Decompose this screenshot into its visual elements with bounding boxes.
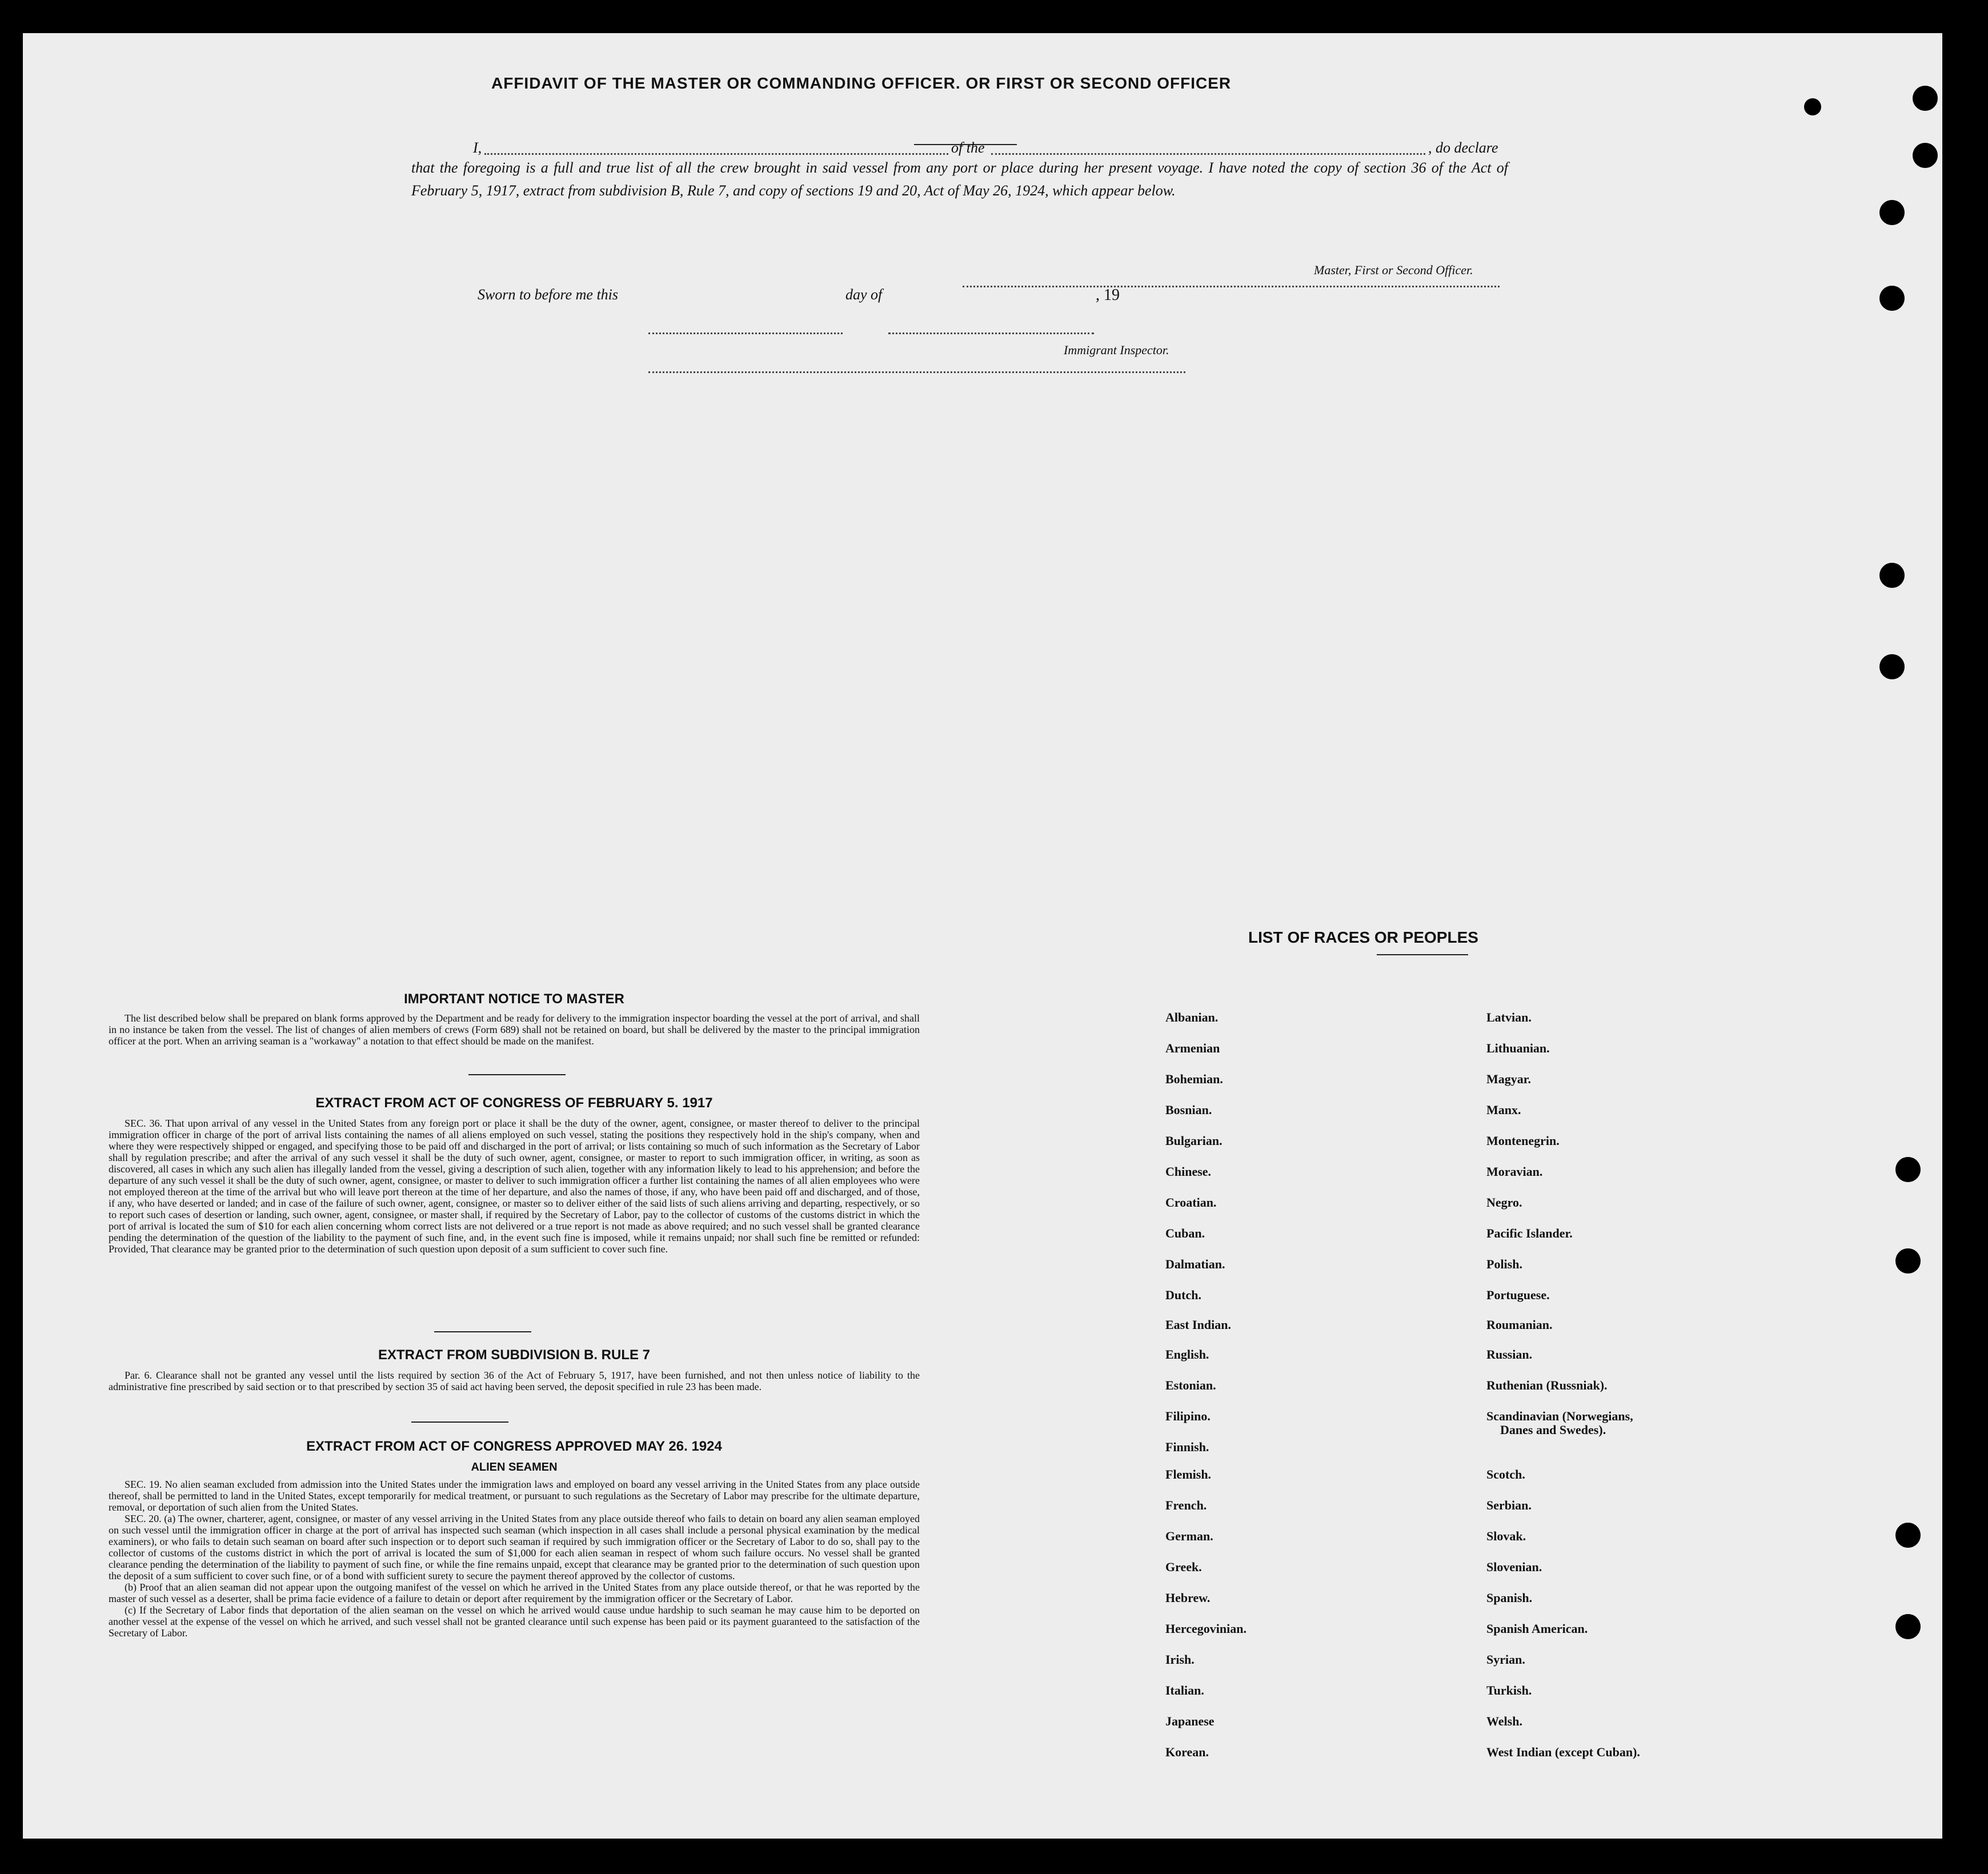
race-left: Greek. xyxy=(1165,1560,1202,1574)
vessel-name-line[interactable] xyxy=(991,153,1425,155)
inspector-label: Immigrant Inspector. xyxy=(1064,343,1169,357)
affidavit-title: AFFIDAVIT OF THE MASTER OR COMMANDING OFFICER. OR FIRST OR SECOND OFFICER xyxy=(491,74,1232,92)
race-right: Scotch. xyxy=(1486,1467,1525,1481)
binder-hole-7 xyxy=(1895,1157,1921,1182)
extract-1924-text xyxy=(109,1479,920,1639)
binder-hole-10 xyxy=(1895,1614,1921,1639)
extract-rule7-paragraph: Par. 6. Clearance shall not be granted any vessel until the lists required by section 36 of the Act of February 5, 1917, have been furnished, and not then unless notice of liability to the administrative fine prescribed by said section or to that prescribed by section 35 of said act having been served, the deposit specified in rule 23 has been made. xyxy=(109,1370,920,1392)
affiant-prefix: I, xyxy=(473,139,482,156)
race-right: Manx. xyxy=(1486,1103,1521,1117)
race-right: Serbian. xyxy=(1486,1498,1532,1512)
race-right: Welsh. xyxy=(1486,1714,1522,1728)
race-left: Hebrew. xyxy=(1165,1591,1211,1605)
race-left: Hercegovinian. xyxy=(1165,1621,1246,1636)
affidavit-body: that the foregoing is a full and true list of all the crew brought in said vessel from any port or place during her present voyage. I have noted the copy of section 36 of the Act of February 5, 1917, extract from subdivision B, Rule 7, and copy of sections 19 and 20, Act of May 26, 1924, which appear below. xyxy=(411,159,1508,199)
race-right: Ruthenian (Russniak). xyxy=(1486,1378,1608,1392)
extract-1917-divider xyxy=(434,1331,531,1332)
race-left: Korean. xyxy=(1165,1745,1209,1759)
sworn-date-line[interactable] xyxy=(648,333,843,334)
extract-rule7-text xyxy=(109,1370,920,1392)
binder-hole-6 xyxy=(1879,654,1905,679)
race-left: Bosnian. xyxy=(1165,1103,1212,1117)
notice-paragraph: The list described below shall be prepared on blank forms approved by the Department and be ready for delivery to the immigration inspector boarding the vessel at the port of arrival, and shall in no instance be taken from the vessel. The list of changes of alien members of crews (Form 689) shall not be retained on board, but shall be delivered by the master to the principal immigration officer at the port. When an arriving seaman is a "workaway" a notation to that effect should be made on the manifest. xyxy=(109,1012,920,1047)
binder-hole-5 xyxy=(1879,563,1905,588)
race-left: French. xyxy=(1165,1498,1207,1512)
race-right: Latvian. xyxy=(1486,1010,1532,1024)
extract-1924-subtitle: ALIEN SEAMEN xyxy=(471,1461,558,1473)
signature-label: Master, First or Second Officer. xyxy=(1314,263,1473,277)
race-right: Syrian. xyxy=(1486,1652,1525,1667)
race-right: Roumanian. xyxy=(1486,1318,1553,1332)
race-left: Armenian xyxy=(1165,1041,1220,1055)
race-left: Irish. xyxy=(1165,1652,1195,1667)
races-underline xyxy=(1377,954,1468,955)
race-left: German. xyxy=(1165,1529,1213,1543)
race-right: Pacific Islander. xyxy=(1486,1226,1573,1240)
race-right: Russian. xyxy=(1486,1347,1533,1362)
affiant-name-line[interactable] xyxy=(484,153,948,155)
extract-rule7-title: EXTRACT FROM SUBDIVISION B. RULE 7 xyxy=(378,1347,651,1363)
race-left: Dutch. xyxy=(1165,1288,1201,1302)
races-title: LIST OF RACES OR PEOPLES xyxy=(1248,928,1478,946)
binder-hole-2 xyxy=(1913,143,1938,168)
race-right: West Indian (except Cuban). xyxy=(1486,1745,1640,1759)
sworn-text: Sworn to before me this xyxy=(478,286,619,303)
extract-1924-title: EXTRACT FROM ACT OF CONGRESS APPROVED MAY 26. 1924 xyxy=(306,1439,722,1454)
race-left: Finnish. xyxy=(1165,1440,1209,1454)
race-right: Lithuanian. xyxy=(1486,1041,1550,1055)
race-right: Magyar. xyxy=(1486,1072,1532,1086)
notice-title: IMPORTANT NOTICE TO MASTER xyxy=(404,991,624,1007)
race-left: Croatian. xyxy=(1165,1195,1217,1210)
binder-hole-3 xyxy=(1879,200,1905,225)
race-right: Danes and Swedes). xyxy=(1500,1423,1606,1437)
race-left: Filipino. xyxy=(1165,1409,1211,1423)
race-right: Scandinavian (Norwegians, xyxy=(1486,1409,1633,1423)
extract-rule7-divider xyxy=(411,1421,508,1423)
signature-line[interactable] xyxy=(963,286,1500,287)
race-left: Estonian. xyxy=(1165,1378,1216,1392)
notice-divider xyxy=(468,1074,566,1075)
race-left: Italian. xyxy=(1165,1683,1204,1697)
race-right: Montenegrin. xyxy=(1486,1134,1560,1148)
race-right: Spanish American. xyxy=(1486,1621,1588,1636)
ink-blot xyxy=(1804,98,1821,115)
binder-hole-4 xyxy=(1879,286,1905,311)
sec-20b-paragraph: (b) Proof that an alien seaman did not appear upon the outgoing manifest of the vessel on which he arrived in the United States from any place outside thereof, or that he was reported by the master of such vessel as a deserter, shall be prima facie evidence of a failure to detain or deport after requirement by the immigration officer or the Secretary of Labor. xyxy=(109,1581,920,1604)
sworn-month-line[interactable] xyxy=(888,333,1094,334)
race-left: Albanian. xyxy=(1165,1010,1219,1024)
race-left: Chinese. xyxy=(1165,1164,1212,1179)
inspector-signature-line[interactable] xyxy=(648,371,1185,373)
binder-hole-8 xyxy=(1895,1248,1921,1274)
extract-1917-title: EXTRACT FROM ACT OF CONGRESS OF FEBRUARY 5. 1917 xyxy=(315,1095,713,1111)
vessel-prefix: of the xyxy=(951,139,985,156)
race-left: Flemish. xyxy=(1165,1467,1212,1481)
sworn-day-label: day of xyxy=(845,286,883,303)
race-right: Slovak. xyxy=(1486,1529,1526,1543)
declare-text: , do declare xyxy=(1428,139,1498,156)
race-left: Cuban. xyxy=(1165,1226,1205,1240)
sec-20a-paragraph: SEC. 20. (a) The owner, charterer, agent, consignee, or master of any vessel arriving in the United States from any place outside thereof who fails to detain on board any alien seaman employed on such vessel until the immigration officer in charge at the port of arrival has inspected such seaman (which inspection in all cases shall include a personal physical examination by the medical examiners), or who fails to detain such seaman on board after such inspection or to deport such seaman if required by such immigration officer or the Secretary of Labor to do so, shall pay to the collector of customs of the customs district in which the port of arrival is located the sum of $1,000 for each alien seaman in respect of whom such failure occurs. No vessel shall be granted clearance pending the determination of the liability to payment of such fine, or while the fine remains unpaid, except that clearance may be granted prior to the determination of such question upon the deposit of a sum sufficient to cover such fine, or of a bond with sufficient surety to secure the payment thereof approved by the collector of customs. xyxy=(109,1513,920,1581)
race-right: Turkish. xyxy=(1486,1683,1532,1697)
race-right: Polish. xyxy=(1486,1257,1522,1271)
extract-1917-paragraph: SEC. 36. That upon arrival of any vessel in the United States from any foreign port or place it shall be the duty of the owner, agent, consignee, or master thereof to deliver to the principal immigration officer in charge of the port of arrival lists containing the names of all aliens employed on such vessel, stating the positions they respectively hold in the ship's company, when and where they were respectively shipped or engaged, and specifying those to be paid off and discharged in the port of arrival; or lists containing so much of such information as the Secretary of Labor shall by regulation prescribe; and after the arrival of any such vessel it shall be the duty of such owner, agent, consignee, or master to report to such immigration officer, in writing, as soon as discovered, all cases in which any such alien has illegally landed from the vessel, giving a description of such alien, together with any information likely to lead to his apprehension; and before the departure of any such vessel it shall be the duty of such owner, agent, consignee, or master to deliver to such immigration officer a further list containing the names of all alien employees who were not employed thereon at the time of the arrival but who will leave port thereon at the time of her departure, and also the names of those, if any, who have been paid off and discharged, and of those, if any, who have deserted or landed; and in case of the failure of such owner, agent, consignee, or master so to deliver either of the said lists of such aliens arriving and departing, respectively, or so to report such cases of desertion or landing, such owner, agent, consignee, or master shall, if required by the Secretary of Labor, pay to the collector of customs of the customs district in which the port of arrival is located the sum of $10 for each alien concerning whom correct lists are not delivered or a true report is not made as above required; and no such vessel shall be granted clearance pending the determination of the question of the liability to the payment of such fine, and, in the event such fine is imposed, while it remains unpaid; nor shall such fine be remitted or refunded: Provided, That clearance may be granted prior to the determination of such question upon deposit of a sum sufficient to cover such fine. xyxy=(109,1118,920,1255)
race-left: English. xyxy=(1165,1347,1209,1362)
binder-hole-9 xyxy=(1895,1523,1921,1548)
race-left: Bohemian. xyxy=(1165,1072,1223,1086)
sworn-year: , 19 xyxy=(1096,286,1120,304)
sec-19-paragraph: SEC. 19. No alien seaman excluded from admission into the United States under the immigration laws and employed on board any vessel arriving in the United States from any place outside thereof, shall be permitted to land in the United States, except temporarily for medical treatment, or pursuant to such regulations as the Secretary of Labor may prescribe for the ultimate departure, removal, or deportation of such alien from the United States. xyxy=(109,1479,920,1513)
race-left: East Indian. xyxy=(1165,1318,1231,1332)
race-right: Negro. xyxy=(1486,1195,1522,1210)
race-left: Japanese xyxy=(1165,1714,1215,1728)
race-right: Slovenian. xyxy=(1486,1560,1542,1574)
notice-text xyxy=(109,1012,920,1047)
race-right: Portuguese. xyxy=(1486,1288,1550,1302)
race-left: Dalmatian. xyxy=(1165,1257,1225,1271)
race-left: Bulgarian. xyxy=(1165,1134,1223,1148)
sec-20c-paragraph: (c) If the Secretary of Labor finds that deportation of the alien seaman on the vessel on which he arrived would cause undue hardship to such seaman he may cause him to be deported on another vessel at the expense of the vessel on which he arrived, and such vessel shall not be granted clearance until such expense has been paid or its payment guaranteed to the satisfaction of the Secretary of Labor. xyxy=(109,1604,920,1639)
binder-hole-1 xyxy=(1913,86,1938,111)
race-right: Spanish. xyxy=(1486,1591,1533,1605)
race-right: Moravian. xyxy=(1486,1164,1543,1179)
extract-1917-text xyxy=(109,1118,920,1255)
